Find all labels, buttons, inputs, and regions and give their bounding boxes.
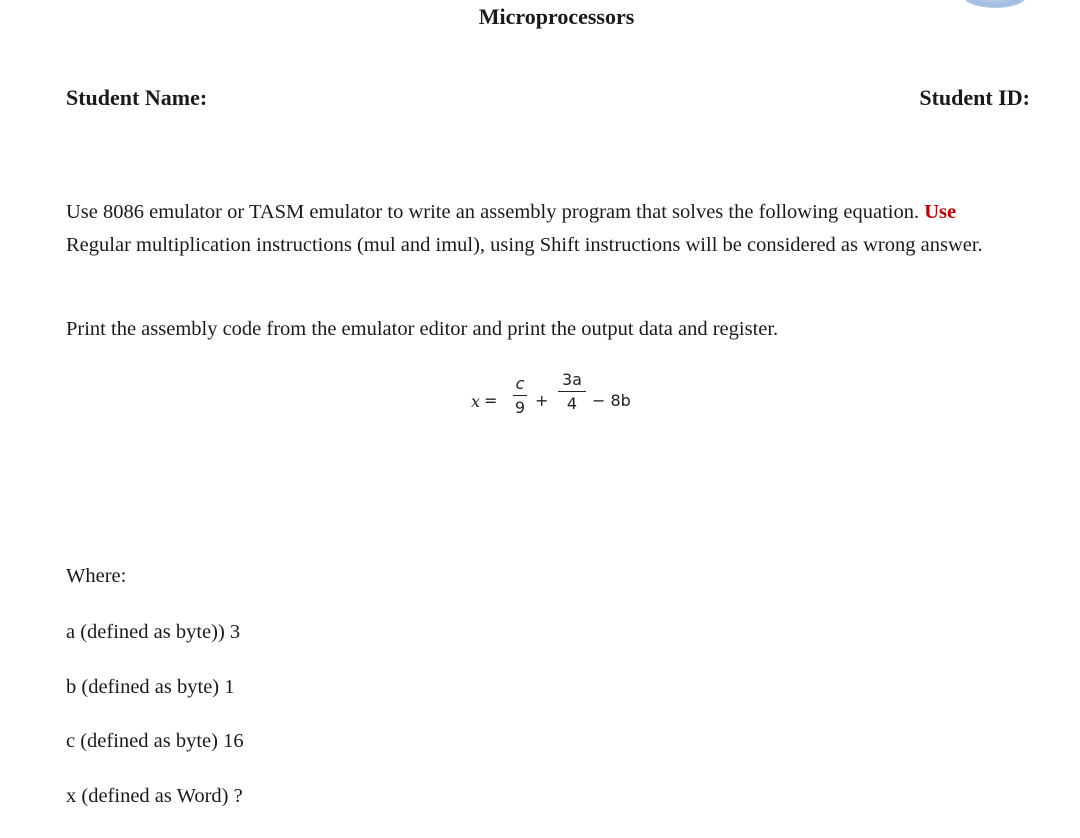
equation-equals: = [484,391,498,410]
instructions-text-part1: Use 8086 emulator or TASM emulator to write an assembly program that solves the following equation. [66,201,925,223]
fraction-denominator: 9 [514,398,526,417]
fraction-numerator: 3a [562,370,582,389]
equation-fraction-3a-over-4 [558,370,586,413]
fraction-numerator: c [515,374,525,393]
student-name-label: Student Name: [66,85,208,110]
instructions-text-part2: Regular multiplication instructions (mul and imul), using Shift instructions will be considered as wrong answer. [66,234,983,256]
equation-fraction-c-over-9 [513,374,527,417]
student-id-label: Student ID: [919,85,1030,110]
variable-a-definition: a (defined as byte)) 3 [66,621,241,643]
page-title: Microprocessors [478,4,635,29]
instructions-highlight: Use [924,201,957,223]
fraction-bar [558,391,586,392]
equation [471,370,651,430]
equation-term-8b: − 8b [592,391,631,410]
variable-c-definition: c (defined as byte) 16 [66,730,244,752]
variable-b-definition: b (defined as byte) 1 [66,676,235,698]
equation-plus: + [535,391,549,410]
fraction-bar [513,395,527,396]
variable-x-definition: x (defined as Word) ? [66,785,243,807]
print-note: Print the assembly code from the emulator editor and print the output data and register. [66,318,779,340]
equation-lhs: x [471,392,481,411]
fraction-denominator: 4 [566,394,578,413]
where-label: Where: [66,565,127,587]
instructions-paragraph [66,196,1011,262]
